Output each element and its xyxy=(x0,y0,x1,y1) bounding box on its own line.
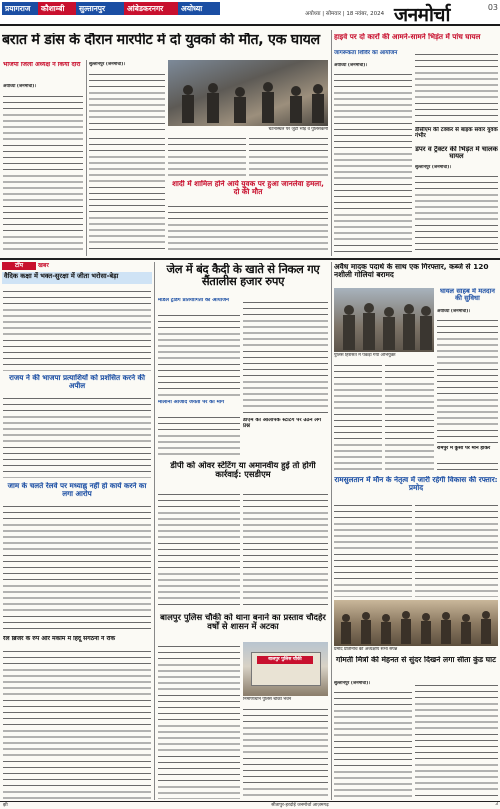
col1-brief-headline: भाजपा जिला अध्यक्ष ने किया दौरा xyxy=(3,62,81,68)
voting-facility-headline: घायल साहब में मतदान की सुविधा xyxy=(440,288,495,302)
balpur-body-col-2 xyxy=(243,705,328,799)
lead-body-col-1 xyxy=(89,70,165,130)
right-story2-headline: डीसीएम की टक्कर से बाइक सवार युवक गंभीर xyxy=(415,127,498,140)
right-brief-headline: जागरूकता शिविर का आयोजन xyxy=(334,50,398,56)
lead-inset-headline: शादी में शामिल होने आये युवक पर हुआ जानलेवा हमला, दो की मौत xyxy=(172,180,324,196)
gomti-body-col-1 xyxy=(334,688,412,799)
section-tab-4[interactable]: आंबेडकरनगर xyxy=(124,2,182,15)
lead-body-col-4 xyxy=(249,134,328,178)
lead-photo-caption: घटनास्थल पर जुटी भीड़ व पुलिसकर्मी xyxy=(268,127,328,132)
dumper-body xyxy=(415,172,498,254)
col1-byline: अयोध्या (जनमोर्चा)। xyxy=(3,84,36,89)
col1-body xyxy=(3,92,83,254)
section-tab-5[interactable]: अयोध्या xyxy=(178,2,220,15)
dm-body-col-2 xyxy=(243,490,328,610)
gomti-body-col-2 xyxy=(415,681,498,799)
section-tab-2[interactable]: कौशाम्बी xyxy=(38,2,80,15)
newspaper-title: जनमोर्चा xyxy=(394,4,450,26)
mid-left-subhead-2: जाम के चलते रेलवे पर मध्याह्न नहीं हो कार्य करने का लगा आरोप xyxy=(7,482,147,498)
meeting-photo xyxy=(334,600,498,646)
mid-right-headline: अवैध मादक पदार्थ के साथ एक गिरफ्तार, कब्जे से 120 नशीली गोलियां बरामद xyxy=(334,263,489,279)
police-outpost-photo xyxy=(243,642,328,696)
masthead-bar xyxy=(0,0,500,26)
lead-photo xyxy=(168,60,328,126)
footer-left: झी xyxy=(3,803,8,808)
dumper-headline: डंपर व ट्रैक्टर की भिड़ंत में चालक घायल xyxy=(415,146,498,161)
lead-headline: बरात में डांस के दौरान मारपीट में दो युवकों की मौत, एक घायल xyxy=(2,33,320,48)
dumper-byline: सुल्तानपुर (जनमोर्चा)। xyxy=(415,165,451,170)
right-brief-byline: अयोध्या (जनमोर्चा)। xyxy=(334,63,367,68)
ramsultan-body-col-1 xyxy=(334,501,412,597)
mid-center-brief-headline: मॉडल ट्रेडिंग प्रतियोगिता का आयोजन xyxy=(158,298,229,303)
police-group-illustration xyxy=(334,288,434,352)
column-divider xyxy=(154,262,155,800)
column-divider xyxy=(331,262,332,800)
arrest-body-col-2 xyxy=(385,361,434,473)
dateline: अयोध्या | सोमवार | 18 नवंबर, 2024 xyxy=(305,11,385,17)
mid-left-body-3 xyxy=(3,502,151,632)
ramsultan-body-col-2 xyxy=(415,501,498,597)
mid-left-headline: वैदिक कक्षा में भक्त-सुरक्षा में जीता भरोसा-बेड़ा xyxy=(2,272,152,284)
column-divider xyxy=(86,60,87,256)
mid-left-body-2 xyxy=(3,394,151,478)
lead-body-col-2 xyxy=(89,134,165,254)
mid-center-headline: जेल में बंद कैदी के खाते से निकल गए सैंतालीस हजार रुपए xyxy=(166,263,320,289)
arrest-photo xyxy=(334,288,434,352)
mid-center-story-body xyxy=(243,298,328,416)
mid-left-body-4 xyxy=(3,647,151,799)
right-story-body-1 xyxy=(415,50,498,126)
column-divider xyxy=(331,30,332,256)
arrest-photo-caption: पुलिस हिरासत में पकड़ा गया अभियुक्त xyxy=(334,353,396,358)
section-strip-label: टॉप xyxy=(2,262,36,270)
voting-byline: अयोध्या (जनमोर्चा)। xyxy=(437,309,470,314)
mid-center-brief-body xyxy=(158,311,240,397)
police-outpost-caption: निर्माणाधीन पुलिस चौकी भवन xyxy=(243,697,292,702)
section-tab-3[interactable]: सुल्तानपुर xyxy=(76,2,128,15)
section-tab-1[interactable]: प्रयागराज xyxy=(2,2,42,15)
meeting-photo-caption: प्रमोद प्रतिनिधि की अध्यक्षीय सभा संपन्न xyxy=(334,647,398,652)
mid-right-story2-body xyxy=(437,459,498,473)
dm-body-col-1 xyxy=(158,490,240,610)
mid-left-bottom-headline: रेल ब्रिजर के रुप और मकाम में हिंदू संगठनों ने रोक xyxy=(3,636,116,642)
arrest-body-col-1 xyxy=(334,361,382,473)
lead-body-col-3 xyxy=(168,134,246,178)
balpur-headline: बालपुर पुलिस चौकी को थाना बनाने का प्रस्ताव चौदहेर वर्षों से शासन में अटका xyxy=(160,613,326,631)
mid-right-story2-headline: रामपुर में कुर्सी पर मौन होकर xyxy=(437,446,491,451)
section-strip-label-2: खबर xyxy=(38,262,49,269)
police-outpost-sign: बालपुर पुलिस चौकी xyxy=(257,656,313,664)
section-divider xyxy=(0,258,500,260)
meeting-group-illustration xyxy=(334,600,498,646)
lead-byline: सुल्तानपुर (जनमोर्चा)। xyxy=(89,62,125,67)
mid-center-story3-headline: डीएम की ओलंपिक स्टेटिंग पर उठने लगे प्रश्न xyxy=(243,418,322,429)
right-brief-body xyxy=(334,70,412,254)
mid-center-brief-headline-2: मौलाना आजाद जयंती पर की मांग xyxy=(158,400,225,405)
footer-center: सीतापुर-हरदोई जनमोर्चा आज़मगढ़ xyxy=(271,803,329,808)
gomti-headline: गोमती मित्रों की मेहनत से सुंदर दिखने लगा सीता कुंड घाट xyxy=(336,656,496,664)
mid-left-subhead: राजय ने की भाजपा प्रत्याशियों को प्रशंसित करने की अपील xyxy=(9,374,145,390)
gomti-byline: सुल्तानपुर (जनमोर्चा)। xyxy=(334,681,370,686)
footer-page: 3 xyxy=(495,802,498,807)
dm-headline: डीपी को ओवर स्टेटिंग या अमानवीय हुई तो होगी कार्रवाई: एसडीएम xyxy=(170,461,316,479)
mid-left-body-1 xyxy=(3,287,151,371)
mid-center-brief-body-2 xyxy=(158,413,240,457)
lead-inset-body xyxy=(168,202,328,254)
right-top-headline: हाइवे पर दो कारों की आमने-सामने भिड़ंत में पांच घायल xyxy=(334,33,481,41)
crowd-photo-illustration xyxy=(168,60,328,126)
ramsultan-headline: रामसुलतान में मौन के नेतृत्व में जारी रहेगी विकास की रफ्तार: प्रमोद xyxy=(334,476,498,492)
page-number: 03 xyxy=(487,3,498,12)
voting-body xyxy=(437,316,498,444)
balpur-body-col-1 xyxy=(158,642,240,799)
